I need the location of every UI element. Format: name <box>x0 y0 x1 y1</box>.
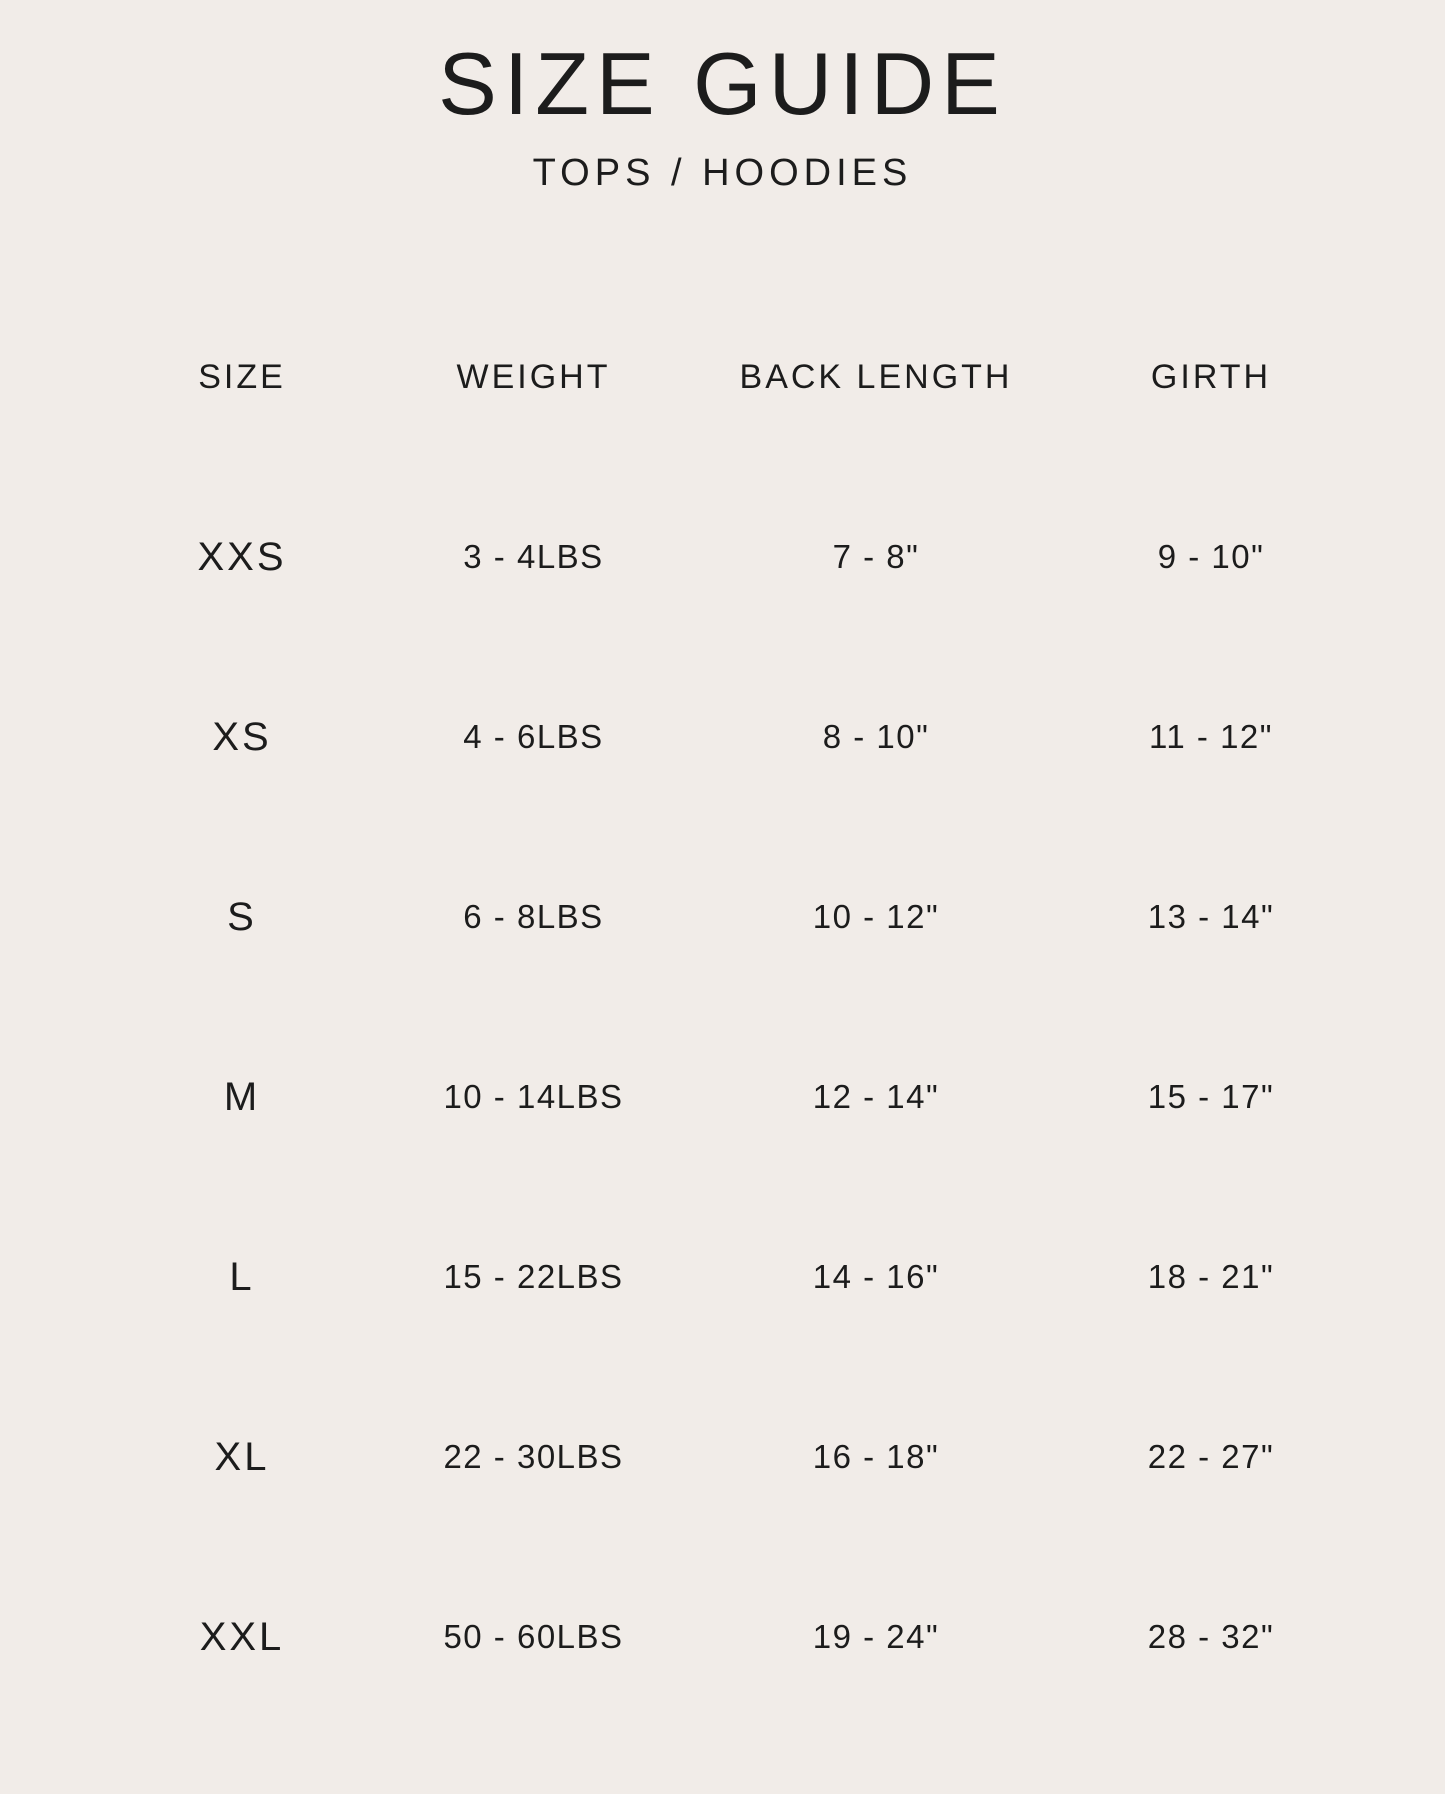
girth-value: 15 - 17" <box>1147 1078 1275 1115</box>
girth-value: 22 - 27" <box>1147 1438 1275 1475</box>
back-length-value: 16 - 18" <box>812 1438 940 1475</box>
girth-value: 18 - 21" <box>1147 1258 1275 1295</box>
page-title: SIZE GUIDE <box>438 34 1007 133</box>
weight-value: 50 - 60LBS <box>443 1618 624 1655</box>
column-header-weight: WEIGHT <box>456 357 611 396</box>
column-header-back-length: BACK LENGTH <box>739 357 1013 396</box>
size-label: L <box>229 1254 255 1299</box>
girth-value: 13 - 14" <box>1147 898 1275 935</box>
size-table <box>98 287 1351 1727</box>
back-length-value: 7 - 8" <box>832 538 920 575</box>
girth-value: 28 - 32" <box>1147 1618 1275 1655</box>
back-length-value: 8 - 10" <box>822 718 930 755</box>
weight-value: 22 - 30LBS <box>443 1438 624 1475</box>
girth-value: 9 - 10" <box>1157 538 1265 575</box>
size-label: XL <box>214 1434 270 1479</box>
back-length-value: 12 - 14" <box>812 1078 940 1115</box>
size-label: M <box>223 1074 261 1119</box>
size-label: S <box>227 894 257 939</box>
weight-value: 10 - 14LBS <box>443 1078 624 1115</box>
header-block <box>0 34 1445 194</box>
weight-value: 15 - 22LBS <box>443 1258 624 1295</box>
weight-value: 3 - 4LBS <box>463 538 604 575</box>
back-length-value: 14 - 16" <box>812 1258 940 1295</box>
weight-value: 4 - 6LBS <box>463 718 604 755</box>
size-label: XXL <box>199 1614 285 1659</box>
back-length-value: 10 - 12" <box>812 898 940 935</box>
back-length-value: 19 - 24" <box>812 1618 940 1655</box>
size-label: XXS <box>197 534 287 579</box>
column-header-girth: GIRTH <box>1150 357 1272 396</box>
page-subtitle: TOPS / HOODIES <box>532 152 913 194</box>
column-header-size: SIZE <box>198 357 286 396</box>
weight-value: 6 - 8LBS <box>463 898 604 935</box>
size-label: XS <box>212 714 272 759</box>
girth-value: 11 - 12" <box>1148 718 1273 755</box>
